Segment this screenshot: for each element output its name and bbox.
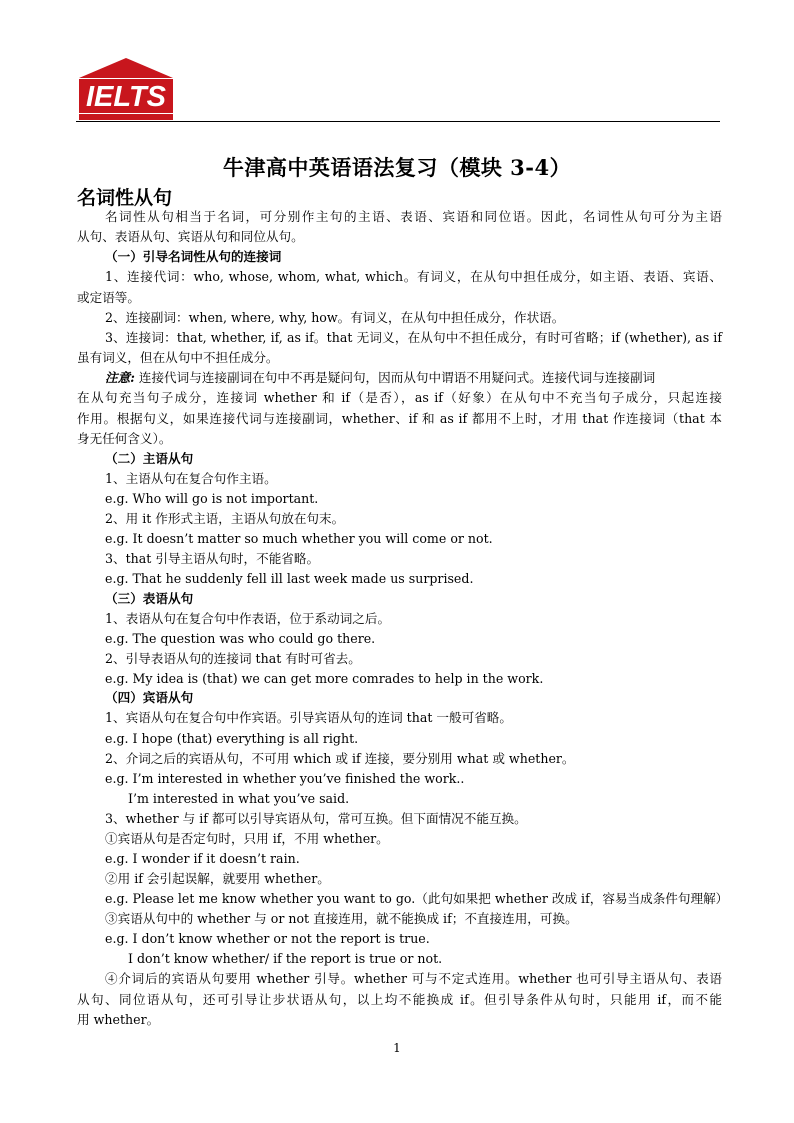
example-line: e.g. Please let me know whether you want to go.（此句如果把 whether 改成 if，容易当成条件句理解） [105, 891, 729, 906]
para-line: 虽有词义，但在从句中不担任成分。 [77, 350, 279, 365]
para-line: 2、介词之后的宾语从句，不可用 which 或 if 连接，要分别用 what 或 whether。 [105, 751, 575, 766]
subheading: （三）表语从句 [105, 591, 194, 606]
para-line: 3、whether 与 if 都可以引导宾语从句，常可互换。但下面情况不能互换。 [105, 811, 527, 826]
para-line: 身无任何含义）。 [77, 431, 172, 446]
logo-text: IELTS [85, 81, 167, 113]
header-rule [76, 121, 720, 122]
para-line: 1、主语从句在复合句作主语。 [105, 471, 277, 486]
example-line: e.g. Who will go is not important. [105, 491, 319, 506]
para-line: 3、连接词：that, whether, if, as if。that 无词义，在从句中不担任成分，有时可省略；if (whether), as if [105, 330, 722, 345]
para-line: 3、that 引导主语从句时，不能省略。 [105, 551, 320, 566]
para-line: 1、宾语从句在复合句中作宾语。引导宾语从句的连词 that 一般可省略。 [105, 710, 512, 725]
example-line: e.g. I wonder if it doesn’t rain. [105, 851, 300, 866]
page-number: 1 [393, 1041, 401, 1055]
ielts-logo [79, 58, 173, 120]
para-line: 或定语等。 [77, 290, 140, 305]
para-line: 在从句充当句子成分，连接词 whether 和 if（是否），as if（好象）在从句中不充当句子成分，只起连接 [77, 390, 722, 405]
subheading: （二）主语从句 [105, 451, 194, 466]
para-line: 1、表语从句在复合句中作表语，位于系动词之后。 [105, 611, 391, 626]
para-line: 1、连接代词：who, whose, whom, what, which。有词义，在从句中担任成分，如主语、表语、宾语、 [105, 269, 722, 284]
example-line: e.g. My idea is (that) we can get more comrades to help in the work. [105, 671, 544, 686]
page-title: 牛津高中英语语法复习（模块 3-4） [222, 155, 572, 180]
para-line: 从句、同位语从句，还可引导让步状语从句，以上均不能换成 if。但引导条件从句时，只能用 if，而不能 [77, 992, 722, 1007]
example-line: I’m interested in what you’ve said. [128, 791, 350, 806]
example-line: e.g. I don’t know whether or not the report is true. [105, 931, 430, 946]
para-line: ①宾语从句是否定句时，只用 if，不用 whether。 [105, 831, 389, 846]
example-line: I don’t know whether/ if the report is true or not. [128, 951, 443, 966]
example-line: e.g. It doesn’t matter so much whether you will come or not. [105, 531, 493, 546]
para-line: 名词性从句相当于名词，可分别作主句的主语、表语、宾语和同位语。因此，名词性从句可分为主语 [105, 209, 722, 224]
note-label: 注意: [105, 370, 135, 385]
note-line [105, 368, 722, 388]
subheading: （一）引导名词性从句的连接词 [105, 249, 282, 264]
para-line: ④介词后的宾语从句要用 whether 引导。whether 可与不定式连用。whether 也可引导主语从句、表语 [105, 971, 722, 986]
para-line: 2、引导表语从句的连接词 that 有时可省去。 [105, 651, 361, 666]
para-line: 用 whether。 [77, 1012, 160, 1027]
note-text: 连接代词与连接副词在句中不再是疑问句，因而从句中谓语不用疑问式。连接代词与连接副词 [138, 370, 656, 385]
para-line: 2、连接副词：when, where, why, how。有词义，在从句中担任成分，作状语。 [105, 310, 565, 325]
para-line: 作用。根据句义，如果连接代词与连接副词，whether、if 和 as if 都用不上时，才用 that 作连接词（that 本 [77, 411, 722, 426]
para-line: ②用 if 会引起误解，就要用 whether。 [105, 871, 330, 886]
para-line: 2、用 it 作形式主语，主语从句放在句末。 [105, 511, 345, 526]
para-line: ③宾语从句中的 whether 与 or not 直接连用，就不能换成 if；不直接连用，可换。 [105, 911, 578, 926]
subheading: （四）宾语从句 [105, 690, 194, 705]
para-line: 从句、表语从句、宾语从句和同位从句。 [77, 229, 304, 244]
section-heading: 名词性从句 [77, 187, 173, 209]
example-line: e.g. I hope (that) everything is all right. [105, 731, 359, 746]
example-line: e.g. The question was who could go there. [105, 631, 376, 646]
example-line: e.g. I’m interested in whether you’ve finished the work.. [105, 771, 465, 786]
example-line: e.g. That he suddenly fell ill last week made us surprised. [105, 571, 474, 586]
